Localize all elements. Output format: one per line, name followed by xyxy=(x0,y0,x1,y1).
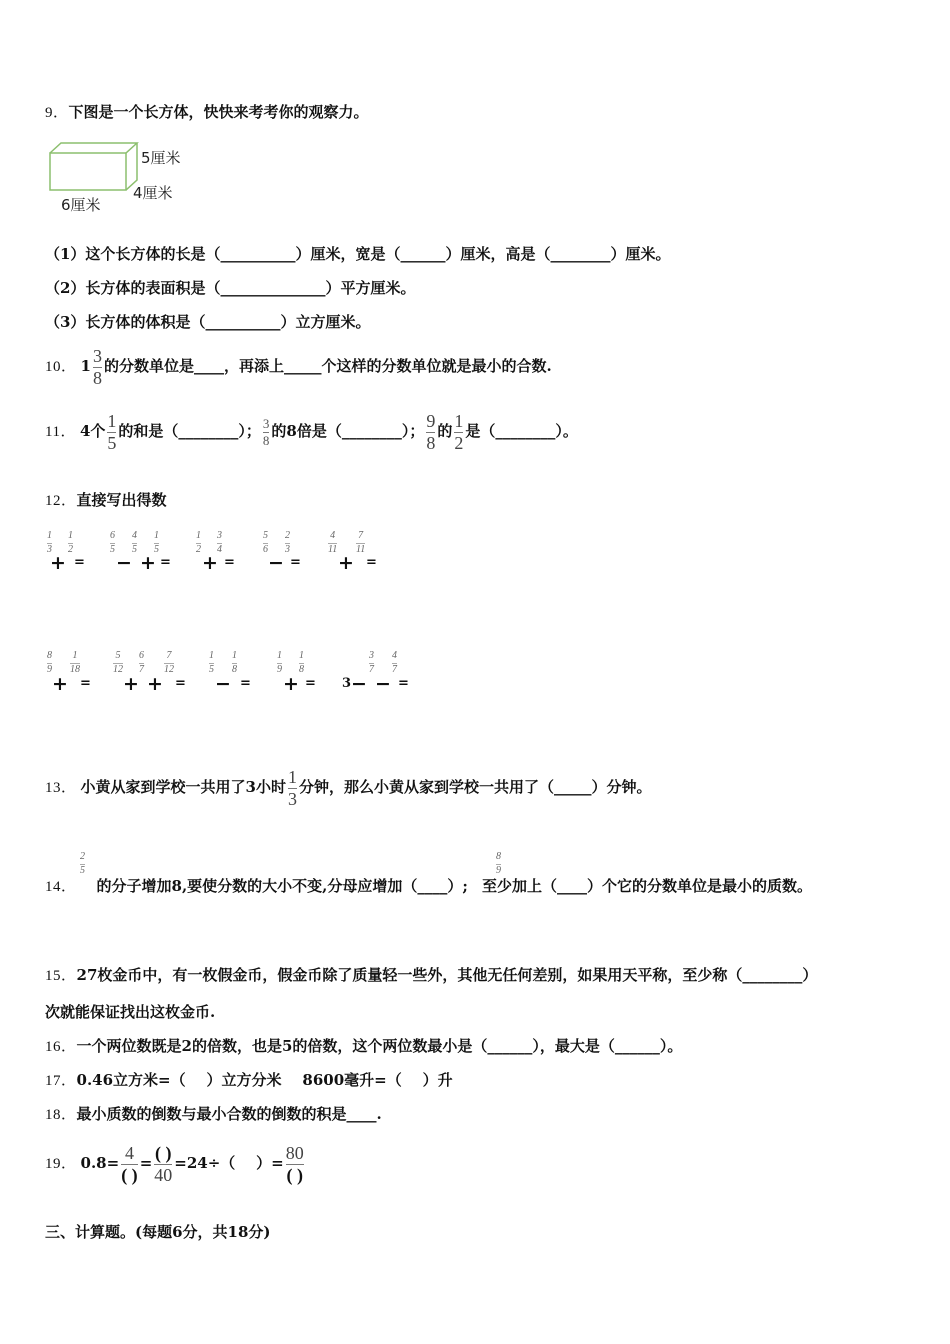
fraction: 7 11 xyxy=(356,530,366,555)
plus-sign: + xyxy=(52,673,68,695)
text-part: 的分子增加8,要使分数的大小不变,分母应增加（____）; xyxy=(96,877,468,895)
question-12 xyxy=(45,490,167,511)
equals-sign: = xyxy=(224,555,235,570)
text-part: 的和是（________）； xyxy=(118,422,261,440)
fraction: $\frac{9}{8}$ xyxy=(426,410,436,453)
question-10 xyxy=(45,346,552,387)
minus-sign: − xyxy=(116,552,132,574)
fraction: 1 5 xyxy=(154,530,159,555)
question-number: 18． xyxy=(45,1107,77,1123)
fraction: $\frac{1}{3}$ xyxy=(287,766,297,809)
fraction: $\frac{1}{5}$ xyxy=(107,410,117,453)
q9-sub3: （3）长方体的体积是（__________）立方厘米。 xyxy=(45,313,371,331)
equals-sign: = xyxy=(240,676,251,691)
fraction: 4 ( ) xyxy=(121,1142,138,1185)
question-11 xyxy=(45,408,578,455)
equals-sign: = xyxy=(74,555,85,570)
question-9 xyxy=(45,102,369,123)
text-part: 小黄从家到学校一共用了3小时 xyxy=(80,778,286,796)
plus-sign: + xyxy=(123,673,139,695)
plus-sign: + xyxy=(50,552,66,574)
question-number: 19． xyxy=(45,1156,77,1172)
fraction: ( ) 40 xyxy=(154,1142,173,1185)
question-number: 15． xyxy=(45,968,77,984)
equals-sign: = xyxy=(175,676,186,691)
question-number: 11． xyxy=(45,424,76,440)
question-text: 0.46立方米=（ ）立方分米 8600毫升=（ ）升 xyxy=(76,1071,453,1089)
equals-sign: = xyxy=(290,555,301,570)
q9-sub1: （1）这个长方体的长是（__________）厘米，宽是（______）厘米，高是（________）厘米。 xyxy=(45,245,671,263)
whole-number: 3 xyxy=(342,676,352,691)
text-part: = xyxy=(139,1154,153,1172)
mixed-whole: 1 xyxy=(80,357,91,375)
fraction: 6 5 xyxy=(110,530,115,555)
question-17 xyxy=(45,1070,453,1091)
text-part: =24÷（ ）= xyxy=(174,1154,284,1172)
fraction: 6 7 xyxy=(139,650,144,675)
fraction: 1 8 xyxy=(232,650,237,675)
q15-line2: 次就能保证找出这枚金币. xyxy=(45,1003,216,1021)
fraction: $\frac{3}{8}$ xyxy=(92,345,102,388)
section-heading: 三、计算题。(每题6分，共18分) xyxy=(45,1223,271,1241)
fraction: 8 9 xyxy=(47,650,52,675)
equals-sign: = xyxy=(80,676,91,691)
question-number: 17． xyxy=(45,1073,77,1089)
question-text: 一个两位数既是2的倍数，也是5的倍数，这个两位数最小是（______），最大是（______）。 xyxy=(76,1037,683,1055)
question-16 xyxy=(45,1036,682,1057)
plus-sign: + xyxy=(147,673,163,695)
fraction: 4 11 xyxy=(328,530,338,555)
fraction: 1 5 xyxy=(209,650,214,675)
fraction: 1 18 xyxy=(70,650,80,675)
equals-sign: = xyxy=(366,555,377,570)
fraction: 8 9 xyxy=(496,851,501,876)
equals-sign: = xyxy=(305,676,316,691)
question-number: 12． xyxy=(45,493,77,509)
question-14 xyxy=(45,876,812,897)
fraction: 5 6 xyxy=(263,530,268,555)
equals-sign: = xyxy=(398,676,409,691)
text-part: 的 xyxy=(437,422,453,440)
width-label: 4厘米 xyxy=(133,184,173,202)
question-text: 最小质数的倒数与最小合数的倒数的积是____. xyxy=(76,1105,382,1123)
question-text: 的分数单位是____，再添上_____个这样的分数单位就是最小的合数. xyxy=(103,357,552,375)
plus-sign: + xyxy=(283,673,299,695)
text-part: 4个 xyxy=(79,422,106,440)
fraction: 1 9 xyxy=(277,650,282,675)
minus-sign: − xyxy=(268,552,284,574)
equals-sign: = xyxy=(160,555,171,570)
question-text: 下图是一个长方体，快快来考考你的观察力。 xyxy=(68,103,369,121)
question-number: 13． xyxy=(45,780,77,796)
text-part: 分钟，那么小黄从家到学校一共用了（_____）分钟。 xyxy=(298,778,652,796)
question-number: 10． xyxy=(45,359,77,375)
fraction: $\frac{1}{2}$ xyxy=(454,410,464,453)
plus-sign: + xyxy=(338,552,354,574)
fraction: 5 12 xyxy=(113,650,123,675)
fraction: 1 8 xyxy=(299,650,304,675)
q9-sub2: （2）长方体的表面积是（______________）平方厘米。 xyxy=(45,279,416,297)
fraction: 7 12 xyxy=(164,650,174,675)
question-number: 9． xyxy=(45,105,69,121)
question-18 xyxy=(45,1104,382,1125)
question-text: 27枚金币中，有一枚假金币，假金币除了质量轻一些外，其他无任何差别，如果用天平称，至少称（________） xyxy=(76,966,818,984)
fraction: $\frac{3}{8}$ xyxy=(262,415,270,448)
minus-sign: − xyxy=(375,673,391,695)
plus-sign: + xyxy=(140,552,156,574)
plus-sign: + xyxy=(202,552,218,574)
minus-sign: − xyxy=(351,673,367,695)
fraction: 2 5 xyxy=(80,851,85,876)
question-text: 直接写出得数 xyxy=(76,491,167,509)
text-part: 至少加上（____）个它的分数单位是最小的质数。 xyxy=(481,877,812,895)
question-number: 16． xyxy=(45,1039,77,1055)
question-number: 14． xyxy=(45,879,77,895)
fraction: 3 4 xyxy=(217,530,222,555)
fraction: 1 2 xyxy=(68,530,73,555)
text-part: 0.8= xyxy=(80,1154,120,1172)
fraction: 2 3 xyxy=(285,530,290,555)
text-part: 的8倍是（________）； xyxy=(271,422,425,440)
fraction: 80 ( ) xyxy=(285,1142,304,1185)
text-part: 是（________）。 xyxy=(465,422,578,440)
fraction: 3 7 xyxy=(369,650,374,675)
minus-sign: − xyxy=(215,673,231,695)
fraction: 1 3 xyxy=(47,530,52,555)
length-label: 6厘米 xyxy=(61,196,101,214)
question-13 xyxy=(45,764,651,811)
height-label: 5厘米 xyxy=(141,149,181,167)
cuboid-figure xyxy=(45,138,195,218)
fraction: 4 7 xyxy=(392,650,397,675)
question-15 xyxy=(45,965,817,986)
question-19 xyxy=(45,1138,306,1189)
fraction: 4 5 xyxy=(132,530,137,555)
fraction: 1 2 xyxy=(196,530,201,555)
